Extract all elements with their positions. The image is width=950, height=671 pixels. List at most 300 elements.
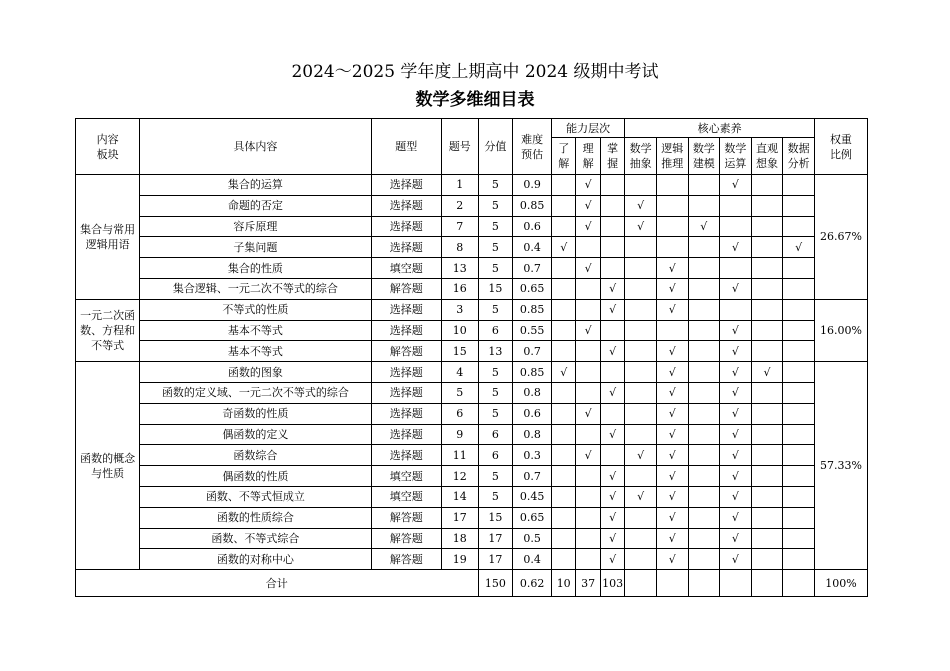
empty-cell bbox=[688, 570, 720, 597]
check-mark: √ bbox=[720, 341, 752, 362]
difficulty-cell: 0.55 bbox=[513, 320, 552, 341]
number-cell: 11 bbox=[441, 445, 478, 466]
check-mark: √ bbox=[576, 320, 600, 341]
difficulty-cell: 0.6 bbox=[513, 403, 552, 424]
empty-cell bbox=[688, 403, 720, 424]
block-cell: 函数的概念 与性质 bbox=[76, 362, 140, 570]
type-cell: 填空题 bbox=[371, 258, 441, 279]
header-literacy-computation: 数学 运算 bbox=[720, 138, 752, 175]
empty-cell bbox=[783, 549, 815, 570]
empty-cell bbox=[551, 341, 575, 362]
score-cell: 5 bbox=[478, 486, 513, 507]
empty-cell bbox=[751, 424, 783, 445]
check-mark: √ bbox=[600, 528, 624, 549]
check-mark: √ bbox=[720, 175, 752, 196]
check-mark: √ bbox=[600, 382, 624, 403]
empty-cell bbox=[751, 299, 783, 320]
content-cell: 子集问题 bbox=[140, 237, 371, 258]
content-cell: 集合的运算 bbox=[140, 175, 371, 196]
empty-cell bbox=[600, 216, 624, 237]
content-cell: 函数的对称中心 bbox=[140, 549, 371, 570]
check-mark: √ bbox=[656, 528, 688, 549]
empty-cell bbox=[751, 528, 783, 549]
check-mark: √ bbox=[656, 507, 688, 528]
table-row bbox=[76, 486, 868, 507]
empty-cell bbox=[576, 341, 600, 362]
table-row bbox=[76, 445, 868, 466]
table-row bbox=[76, 195, 868, 216]
number-cell: 10 bbox=[441, 320, 478, 341]
type-cell: 选择题 bbox=[371, 382, 441, 403]
empty-cell bbox=[576, 486, 600, 507]
empty-cell bbox=[751, 175, 783, 196]
header-block: 内容 板块 bbox=[76, 119, 140, 175]
score-cell: 17 bbox=[478, 549, 513, 570]
check-mark: √ bbox=[720, 320, 752, 341]
type-cell: 填空题 bbox=[371, 486, 441, 507]
number-cell: 13 bbox=[441, 258, 478, 279]
check-mark: √ bbox=[720, 382, 752, 403]
check-mark: √ bbox=[576, 445, 600, 466]
empty-cell bbox=[751, 403, 783, 424]
content-cell: 函数、不等式恒成立 bbox=[140, 486, 371, 507]
check-mark: √ bbox=[600, 549, 624, 570]
check-mark: √ bbox=[720, 466, 752, 487]
content-cell: 函数的性质综合 bbox=[140, 507, 371, 528]
check-mark: √ bbox=[720, 507, 752, 528]
check-mark: √ bbox=[720, 278, 752, 299]
empty-cell bbox=[625, 424, 657, 445]
empty-cell bbox=[600, 362, 624, 383]
header-literacy-abstraction: 数学 抽象 bbox=[625, 138, 657, 175]
check-mark: √ bbox=[656, 299, 688, 320]
weight-cell: 57.33% bbox=[814, 362, 867, 570]
empty-cell bbox=[783, 507, 815, 528]
total-ability: 103 bbox=[600, 570, 624, 597]
empty-cell bbox=[751, 507, 783, 528]
spec-table bbox=[75, 118, 868, 597]
check-mark: √ bbox=[576, 216, 600, 237]
difficulty-cell: 0.65 bbox=[513, 507, 552, 528]
empty-cell bbox=[688, 320, 720, 341]
empty-cell bbox=[576, 528, 600, 549]
empty-cell bbox=[576, 382, 600, 403]
empty-cell bbox=[600, 320, 624, 341]
empty-cell bbox=[751, 486, 783, 507]
empty-cell bbox=[551, 466, 575, 487]
difficulty-cell: 0.85 bbox=[513, 362, 552, 383]
empty-cell bbox=[625, 175, 657, 196]
header-literacy-data-analysis: 数据 分析 bbox=[783, 138, 815, 175]
content-cell: 偶函数的性质 bbox=[140, 466, 371, 487]
content-cell: 函数的定义域、一元二次不等式的综合 bbox=[140, 382, 371, 403]
empty-cell bbox=[688, 382, 720, 403]
empty-cell bbox=[783, 195, 815, 216]
check-mark: √ bbox=[783, 237, 815, 258]
empty-cell bbox=[783, 486, 815, 507]
difficulty-cell: 0.5 bbox=[513, 528, 552, 549]
table-row bbox=[76, 320, 868, 341]
difficulty-cell: 0.9 bbox=[513, 175, 552, 196]
header-ability-master: 掌 握 bbox=[600, 138, 624, 175]
check-mark: √ bbox=[600, 299, 624, 320]
empty-cell bbox=[720, 258, 752, 279]
empty-cell bbox=[688, 507, 720, 528]
empty-cell bbox=[688, 299, 720, 320]
difficulty-cell: 0.6 bbox=[513, 216, 552, 237]
empty-cell bbox=[625, 258, 657, 279]
check-mark: √ bbox=[720, 424, 752, 445]
number-cell: 7 bbox=[441, 216, 478, 237]
type-cell: 解答题 bbox=[371, 507, 441, 528]
number-cell: 8 bbox=[441, 237, 478, 258]
empty-cell bbox=[625, 320, 657, 341]
number-cell: 9 bbox=[441, 424, 478, 445]
empty-cell bbox=[688, 195, 720, 216]
weight-cell: 26.67% bbox=[814, 175, 867, 300]
table-row bbox=[76, 507, 868, 528]
empty-cell bbox=[751, 216, 783, 237]
weight-cell: 16.00% bbox=[814, 299, 867, 361]
empty-cell bbox=[783, 362, 815, 383]
empty-cell bbox=[656, 320, 688, 341]
empty-cell bbox=[625, 549, 657, 570]
table-row bbox=[76, 237, 868, 258]
number-cell: 5 bbox=[441, 382, 478, 403]
empty-cell bbox=[656, 216, 688, 237]
check-mark: √ bbox=[600, 486, 624, 507]
empty-cell bbox=[551, 278, 575, 299]
check-mark: √ bbox=[720, 362, 752, 383]
empty-cell bbox=[576, 424, 600, 445]
empty-cell bbox=[751, 382, 783, 403]
total-ability: 37 bbox=[576, 570, 600, 597]
type-cell: 填空题 bbox=[371, 466, 441, 487]
check-mark: √ bbox=[720, 528, 752, 549]
type-cell: 解答题 bbox=[371, 528, 441, 549]
header-literacy-modeling: 数学 建模 bbox=[688, 138, 720, 175]
header-type: 题型 bbox=[371, 119, 441, 175]
empty-cell bbox=[688, 549, 720, 570]
content-cell: 容斥原理 bbox=[140, 216, 371, 237]
content-cell: 函数的图象 bbox=[140, 362, 371, 383]
empty-cell bbox=[551, 549, 575, 570]
empty-cell bbox=[600, 258, 624, 279]
check-mark: √ bbox=[720, 549, 752, 570]
number-cell: 14 bbox=[441, 486, 478, 507]
total-weight: 100% bbox=[814, 570, 867, 597]
empty-cell bbox=[688, 486, 720, 507]
score-cell: 6 bbox=[478, 445, 513, 466]
empty-cell bbox=[656, 570, 688, 597]
total-label: 合计 bbox=[76, 570, 479, 597]
header-number: 题号 bbox=[441, 119, 478, 175]
type-cell: 选择题 bbox=[371, 320, 441, 341]
empty-cell bbox=[551, 382, 575, 403]
empty-cell bbox=[551, 507, 575, 528]
check-mark: √ bbox=[656, 445, 688, 466]
type-cell: 选择题 bbox=[371, 424, 441, 445]
header-ability-understand: 了 解 bbox=[551, 138, 575, 175]
number-cell: 1 bbox=[441, 175, 478, 196]
empty-cell bbox=[600, 403, 624, 424]
empty-cell bbox=[720, 299, 752, 320]
table-row bbox=[76, 403, 868, 424]
difficulty-cell: 0.85 bbox=[513, 299, 552, 320]
empty-cell bbox=[783, 175, 815, 196]
empty-cell bbox=[751, 320, 783, 341]
content-cell: 奇函数的性质 bbox=[140, 403, 371, 424]
content-cell: 偶函数的定义 bbox=[140, 424, 371, 445]
check-mark: √ bbox=[625, 445, 657, 466]
header-literacy: 核心素养 bbox=[625, 119, 815, 138]
empty-cell bbox=[625, 278, 657, 299]
total-difficulty: 0.62 bbox=[513, 570, 552, 597]
check-mark: √ bbox=[656, 278, 688, 299]
content-cell: 集合逻辑、一元二次不等式的综合 bbox=[140, 278, 371, 299]
empty-cell bbox=[751, 195, 783, 216]
score-cell: 5 bbox=[478, 195, 513, 216]
check-mark: √ bbox=[551, 362, 575, 383]
check-mark: √ bbox=[576, 403, 600, 424]
check-mark: √ bbox=[625, 216, 657, 237]
empty-cell bbox=[783, 216, 815, 237]
check-mark: √ bbox=[656, 403, 688, 424]
block-cell: 集合与常用 逻辑用语 bbox=[76, 175, 140, 300]
table-row bbox=[76, 528, 868, 549]
empty-cell bbox=[656, 175, 688, 196]
score-cell: 13 bbox=[478, 341, 513, 362]
empty-cell bbox=[551, 195, 575, 216]
total-ability: 10 bbox=[551, 570, 575, 597]
check-mark: √ bbox=[600, 424, 624, 445]
empty-cell bbox=[720, 195, 752, 216]
number-cell: 18 bbox=[441, 528, 478, 549]
total-row bbox=[76, 570, 868, 597]
empty-cell bbox=[625, 507, 657, 528]
number-cell: 12 bbox=[441, 466, 478, 487]
empty-cell bbox=[551, 258, 575, 279]
empty-cell bbox=[720, 216, 752, 237]
empty-cell bbox=[625, 299, 657, 320]
score-cell: 5 bbox=[478, 362, 513, 383]
difficulty-cell: 0.8 bbox=[513, 424, 552, 445]
type-cell: 选择题 bbox=[371, 403, 441, 424]
empty-cell bbox=[751, 570, 783, 597]
empty-cell bbox=[576, 278, 600, 299]
empty-cell bbox=[783, 424, 815, 445]
empty-cell bbox=[688, 237, 720, 258]
empty-cell bbox=[783, 299, 815, 320]
header-content: 具体内容 bbox=[140, 119, 371, 175]
table-row bbox=[76, 216, 868, 237]
check-mark: √ bbox=[576, 258, 600, 279]
empty-cell bbox=[600, 175, 624, 196]
difficulty-cell: 0.85 bbox=[513, 195, 552, 216]
type-cell: 解答题 bbox=[371, 549, 441, 570]
empty-cell bbox=[576, 237, 600, 258]
check-mark: √ bbox=[625, 486, 657, 507]
empty-cell bbox=[688, 445, 720, 466]
number-cell: 19 bbox=[441, 549, 478, 570]
check-mark: √ bbox=[720, 486, 752, 507]
number-cell: 4 bbox=[441, 362, 478, 383]
empty-cell bbox=[551, 216, 575, 237]
table-row bbox=[76, 299, 868, 320]
check-mark: √ bbox=[576, 195, 600, 216]
score-cell: 5 bbox=[478, 175, 513, 196]
empty-cell bbox=[551, 424, 575, 445]
check-mark: √ bbox=[688, 216, 720, 237]
number-cell: 3 bbox=[441, 299, 478, 320]
table-row bbox=[76, 362, 868, 383]
empty-cell bbox=[783, 341, 815, 362]
header-difficulty: 难度 预估 bbox=[513, 119, 552, 175]
content-cell: 基本不等式 bbox=[140, 341, 371, 362]
table-row bbox=[76, 175, 868, 196]
type-cell: 选择题 bbox=[371, 362, 441, 383]
type-cell: 选择题 bbox=[371, 216, 441, 237]
type-cell: 选择题 bbox=[371, 175, 441, 196]
check-mark: √ bbox=[656, 362, 688, 383]
score-cell: 5 bbox=[478, 403, 513, 424]
check-mark: √ bbox=[656, 466, 688, 487]
empty-cell bbox=[625, 237, 657, 258]
check-mark: √ bbox=[600, 341, 624, 362]
empty-cell bbox=[783, 445, 815, 466]
empty-cell bbox=[625, 382, 657, 403]
header-ability-comprehend: 理 解 bbox=[576, 138, 600, 175]
header-literacy-reasoning: 逻辑 推理 bbox=[656, 138, 688, 175]
score-cell: 5 bbox=[478, 237, 513, 258]
empty-cell bbox=[576, 507, 600, 528]
empty-cell bbox=[688, 341, 720, 362]
check-mark: √ bbox=[751, 362, 783, 383]
empty-cell bbox=[688, 424, 720, 445]
empty-cell bbox=[576, 549, 600, 570]
header-ability: 能力层次 bbox=[551, 119, 624, 138]
empty-cell bbox=[600, 195, 624, 216]
content-cell: 基本不等式 bbox=[140, 320, 371, 341]
empty-cell bbox=[576, 299, 600, 320]
table-row bbox=[76, 424, 868, 445]
difficulty-cell: 0.45 bbox=[513, 486, 552, 507]
check-mark: √ bbox=[576, 175, 600, 196]
empty-cell bbox=[656, 237, 688, 258]
score-cell: 15 bbox=[478, 507, 513, 528]
empty-cell bbox=[688, 528, 720, 549]
number-cell: 16 bbox=[441, 278, 478, 299]
score-cell: 5 bbox=[478, 299, 513, 320]
check-mark: √ bbox=[656, 382, 688, 403]
header-literacy-imagination: 直观 想象 bbox=[751, 138, 783, 175]
score-cell: 5 bbox=[478, 216, 513, 237]
empty-cell bbox=[625, 341, 657, 362]
table-row bbox=[76, 341, 868, 362]
empty-cell bbox=[625, 570, 657, 597]
empty-cell bbox=[688, 258, 720, 279]
empty-cell bbox=[751, 445, 783, 466]
empty-cell bbox=[688, 362, 720, 383]
content-cell: 不等式的性质 bbox=[140, 299, 371, 320]
check-mark: √ bbox=[600, 278, 624, 299]
check-mark: √ bbox=[551, 237, 575, 258]
empty-cell bbox=[551, 320, 575, 341]
empty-cell bbox=[688, 466, 720, 487]
score-cell: 5 bbox=[478, 258, 513, 279]
empty-cell bbox=[783, 382, 815, 403]
empty-cell bbox=[751, 341, 783, 362]
empty-cell bbox=[551, 299, 575, 320]
difficulty-cell: 0.65 bbox=[513, 278, 552, 299]
exam-title: 2024～2025 学年度上期高中 2024 级期中考试 bbox=[291, 62, 659, 82]
table-row bbox=[76, 466, 868, 487]
empty-cell bbox=[551, 403, 575, 424]
number-cell: 6 bbox=[441, 403, 478, 424]
check-mark: √ bbox=[656, 486, 688, 507]
empty-cell bbox=[783, 570, 815, 597]
difficulty-cell: 0.7 bbox=[513, 341, 552, 362]
difficulty-cell: 0.4 bbox=[513, 549, 552, 570]
block-cell: 一元二次函 数、方程和 不等式 bbox=[76, 299, 140, 361]
type-cell: 解答题 bbox=[371, 278, 441, 299]
empty-cell bbox=[783, 258, 815, 279]
empty-cell bbox=[600, 445, 624, 466]
check-mark: √ bbox=[656, 258, 688, 279]
empty-cell bbox=[751, 549, 783, 570]
difficulty-cell: 0.7 bbox=[513, 258, 552, 279]
check-mark: √ bbox=[656, 549, 688, 570]
check-mark: √ bbox=[600, 466, 624, 487]
check-mark: √ bbox=[656, 424, 688, 445]
empty-cell bbox=[576, 362, 600, 383]
content-cell: 函数、不等式综合 bbox=[140, 528, 371, 549]
type-cell: 选择题 bbox=[371, 237, 441, 258]
empty-cell bbox=[551, 528, 575, 549]
check-mark: √ bbox=[656, 341, 688, 362]
table-row bbox=[76, 549, 868, 570]
content-cell: 命题的否定 bbox=[140, 195, 371, 216]
empty-cell bbox=[576, 466, 600, 487]
table-row bbox=[76, 278, 868, 299]
type-cell: 选择题 bbox=[371, 195, 441, 216]
check-mark: √ bbox=[600, 507, 624, 528]
check-mark: √ bbox=[720, 403, 752, 424]
content-cell: 集合的性质 bbox=[140, 258, 371, 279]
empty-cell bbox=[600, 237, 624, 258]
total-score: 150 bbox=[478, 570, 513, 597]
table-title: 数学多维细目表 bbox=[415, 90, 535, 110]
empty-cell bbox=[783, 403, 815, 424]
difficulty-cell: 0.3 bbox=[513, 445, 552, 466]
empty-cell bbox=[688, 175, 720, 196]
empty-cell bbox=[751, 278, 783, 299]
difficulty-cell: 0.8 bbox=[513, 382, 552, 403]
empty-cell bbox=[751, 466, 783, 487]
check-mark: √ bbox=[720, 237, 752, 258]
score-cell: 17 bbox=[478, 528, 513, 549]
empty-cell bbox=[783, 278, 815, 299]
score-cell: 5 bbox=[478, 382, 513, 403]
score-cell: 15 bbox=[478, 278, 513, 299]
check-mark: √ bbox=[625, 195, 657, 216]
header-weight: 权重 比例 bbox=[814, 119, 867, 175]
empty-cell bbox=[625, 403, 657, 424]
header-score: 分值 bbox=[478, 119, 513, 175]
table-row bbox=[76, 382, 868, 403]
empty-cell bbox=[625, 528, 657, 549]
content-cell: 函数综合 bbox=[140, 445, 371, 466]
